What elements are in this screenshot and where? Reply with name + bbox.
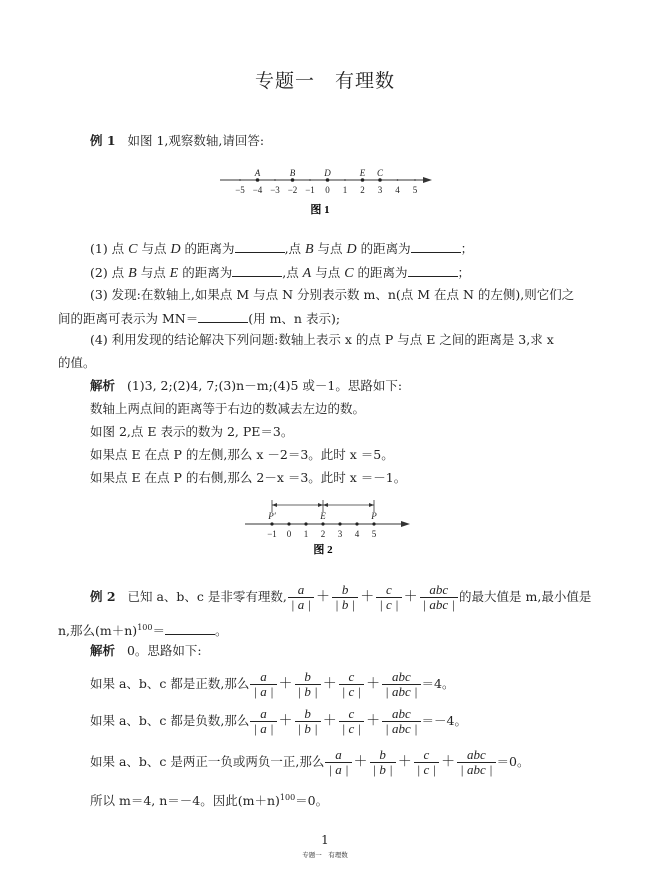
fraction [457, 748, 495, 777]
running-title: 专题一 有理数 [302, 851, 348, 859]
plus-sign: ＋ [366, 713, 381, 729]
fraction [295, 670, 321, 699]
fraction-sum [249, 669, 421, 699]
question-3-line-2 [58, 310, 340, 327]
answer-blank[interactable] [235, 240, 285, 253]
tick-label: −2 [287, 185, 298, 195]
numerator: a [297, 582, 305, 597]
point-E [361, 178, 365, 182]
numerator: c [348, 669, 355, 684]
example-label: 例 2 [90, 589, 116, 604]
exponent: 100 [279, 793, 296, 802]
arrowhead-icon [318, 503, 323, 507]
fraction-sum [287, 582, 459, 612]
fraction [339, 707, 364, 736]
numerator: b [341, 582, 349, 597]
example-2-line-1 [90, 583, 591, 612]
tick-label: −4 [252, 185, 263, 195]
solution-1-line-1 [90, 378, 402, 394]
tick-mark [344, 179, 346, 181]
solution-2-conclusion [90, 790, 328, 809]
numerator: abc [391, 669, 411, 684]
plus-sign: ＋ [403, 589, 418, 605]
q-text: 与点 [137, 241, 171, 256]
solution-text: 如果 a、b、c 都是正数,那么 [90, 676, 250, 691]
tick-label: 5 [371, 529, 377, 539]
point-label: E [359, 168, 366, 178]
denominator: | c | [376, 597, 401, 612]
q-text: 的距离为 [180, 241, 235, 256]
numerator: c [348, 706, 355, 721]
answer-blank[interactable] [408, 264, 458, 277]
tick-point [321, 522, 324, 525]
answer-blank[interactable] [232, 264, 282, 277]
tick-label: 1 [342, 185, 348, 195]
point-D [326, 178, 330, 182]
numerator: b [304, 706, 311, 721]
denominator: | c | [414, 762, 439, 777]
solution-1-line-2: 数轴上两点间的距离等于右边的数减去左边的数。 [90, 401, 366, 416]
example-label: 例 1 [90, 133, 116, 148]
tick-label: −5 [235, 185, 245, 195]
point-A [256, 178, 260, 182]
solution-text: ＝4。 [421, 676, 455, 691]
point-label: P′ [268, 511, 276, 521]
answer-blank[interactable] [198, 310, 248, 323]
tick-label: 1 [303, 529, 309, 539]
arrowhead-icon [369, 503, 374, 507]
fraction [414, 748, 439, 777]
denominator: | b | [295, 684, 321, 699]
q-var: D [346, 242, 357, 257]
tick-label: 2 [360, 185, 365, 195]
fraction [370, 748, 396, 777]
point-B [291, 178, 295, 182]
prompt-text: 如图 1,观察数轴,请回答: [127, 133, 265, 148]
denominator: | a | [250, 721, 276, 736]
tick-mark [397, 179, 399, 181]
numerator: c [386, 582, 392, 597]
denominator: | abc | [420, 597, 458, 612]
q-text: (2) 点 [90, 265, 129, 280]
figure-2-number-line [245, 495, 415, 560]
q-text: 的距离为 [353, 265, 408, 280]
q-text: 与点 [136, 265, 170, 280]
numerator: c [423, 747, 430, 762]
question-4-line-2: 的值。 [58, 355, 96, 370]
point-label: D [324, 168, 331, 178]
point-label: B [289, 168, 296, 178]
numerator: b [379, 747, 386, 762]
fraction [250, 707, 276, 736]
numerator: b [304, 669, 311, 684]
example-2-line-2 [58, 620, 228, 639]
q-text: 间的距离可表示为 MN＝ [58, 311, 199, 326]
question-4-line-1: (4) 利用发现的结论解决下列问题:数轴上表示 x 的点 P 与点 E 之间的距离是 3,求 x [90, 332, 554, 347]
example-1-prompt [90, 133, 264, 149]
numerator: a [260, 706, 267, 721]
page-title: 专题一 有理数 [254, 70, 395, 92]
tick-label: 0 [325, 185, 330, 195]
denominator: | a | [288, 597, 314, 612]
q-text: 。 [214, 623, 228, 639]
solution-2-case-3 [90, 748, 530, 777]
exponent: 100 [137, 623, 153, 632]
denominator: | a | [250, 684, 276, 699]
tick-point [355, 522, 358, 525]
q-text: ； [460, 241, 474, 256]
solution-2-case-1 [90, 670, 455, 699]
numerator: abc [391, 706, 411, 721]
page-number: 1 [321, 833, 329, 847]
q-var: A [302, 266, 312, 281]
axis-arrow-icon [401, 521, 410, 527]
tick-mark [274, 179, 276, 181]
tick-label: 5 [412, 185, 418, 195]
solution-1-line-5: 如果点 E 在点 P 的右侧,那么 2－x ＝3。此时 x ＝－1。 [90, 470, 407, 485]
q-text: 的距离为 [356, 241, 411, 256]
solution-2-case-2 [90, 707, 467, 736]
fraction-sum [249, 706, 421, 736]
tick-point [372, 522, 375, 525]
fraction [332, 583, 358, 612]
tick-point [270, 522, 273, 525]
denominator: | abc | [382, 684, 420, 699]
solution-1-line-4: 如果点 E 在点 P 的左侧,那么 x －2＝3。此时 x ＝5。 [90, 447, 394, 462]
solution-text: 如果 a、b、c 是两正一负或两负一正,那么 [90, 754, 325, 769]
q-text: (1) 点 [90, 241, 129, 256]
numerator: abc [466, 747, 486, 762]
solution-label: 解析 [90, 378, 116, 393]
solution-1-line-3: 如图 2,点 E 表示的数为 2, PE＝3。 [90, 424, 294, 439]
denominator: | b | [332, 597, 358, 612]
question-3-line-1: (3) 发现:在数轴上,如果点 M 与点 N 分别表示数 m、n(点 M 在点 N 的左侧),则它们之 [90, 287, 575, 302]
q-text: ＝ [152, 623, 165, 639]
point-label: P [371, 511, 377, 521]
plus-sign: ＋ [441, 754, 456, 770]
tick-point [338, 522, 341, 525]
figure-1-number-line [220, 165, 435, 220]
q-text: 的距离为 [178, 265, 233, 280]
answer-blank[interactable] [165, 622, 215, 635]
tick-label: 3 [377, 185, 383, 195]
denominator: | c | [339, 684, 364, 699]
q-text: 与点 [311, 265, 345, 280]
denominator: | abc | [382, 721, 420, 736]
solution-text: 所以 m＝4, n＝－4。因此(m＋n) [90, 793, 280, 809]
q-var: B [128, 266, 137, 281]
q-text: n,那么(m＋n) [58, 623, 138, 639]
plus-sign: ＋ [366, 676, 381, 692]
q-var: D [170, 242, 181, 257]
fraction [250, 670, 276, 699]
plus-sign: ＋ [278, 676, 293, 692]
numerator: a [260, 669, 267, 684]
tick-label: 4 [354, 529, 360, 539]
q-text: (用 m、n 表示); [248, 311, 341, 326]
denominator: | abc | [457, 762, 495, 777]
fraction [339, 670, 364, 699]
plus-sign: ＋ [322, 676, 337, 692]
q-text: 与点 [313, 241, 347, 256]
tick-label: 3 [337, 529, 343, 539]
axis-arrow-icon [423, 177, 432, 183]
numerator: a [335, 747, 342, 762]
figure-1-caption: 图 1 [310, 204, 330, 216]
fraction [376, 583, 401, 612]
fraction-sum [324, 747, 496, 777]
answer-blank[interactable] [411, 240, 461, 253]
denominator: | c | [339, 721, 364, 736]
tick-label: 0 [286, 529, 292, 539]
solution-text: ＝0。 [496, 754, 530, 769]
q-text: ,点 [282, 265, 303, 280]
q-text: 已知 a、b、c 是非零有理数, [127, 589, 287, 604]
point-C [378, 178, 382, 182]
fraction [420, 583, 458, 612]
plus-sign: ＋ [353, 754, 368, 770]
tick-label: 4 [395, 185, 400, 195]
tick-label: −1 [267, 529, 277, 539]
fraction [295, 707, 321, 736]
point-label: A [254, 168, 261, 178]
solution-text: 如果 a、b、c 都是负数,那么 [90, 713, 250, 728]
fraction [325, 748, 351, 777]
q-text: 的最大值是 m,最小值是 [459, 589, 592, 604]
q-var: B [305, 242, 314, 257]
tick-label: 2 [320, 529, 326, 539]
denominator: | b | [370, 762, 396, 777]
point-label: C [376, 168, 384, 178]
tick-mark [239, 179, 241, 181]
question-2 [90, 264, 470, 282]
plus-sign: ＋ [322, 713, 337, 729]
plus-sign: ＋ [278, 713, 293, 729]
figure-2-caption: 图 2 [313, 544, 333, 556]
denominator: | a | [325, 762, 351, 777]
plus-sign: ＋ [360, 589, 375, 605]
tick-mark [309, 179, 311, 181]
fraction [382, 670, 420, 699]
solution-label: 解析 [90, 643, 116, 658]
denominator: | b | [295, 721, 321, 736]
q-var: C [128, 242, 138, 257]
numerator: abc [429, 582, 449, 597]
tick-label: −3 [270, 185, 280, 195]
fraction [382, 707, 420, 736]
solution-text: ＝－4。 [421, 713, 467, 728]
solution-text: 0。思路如下: [126, 643, 202, 658]
solution-text: ＝0。 [295, 793, 329, 809]
tick-point [304, 522, 307, 525]
solution-text: (1)3, 2;(2)4, 7;(3)n－m;(4)5 或－1。思路如下: [126, 378, 403, 393]
point-label: E [320, 511, 326, 521]
solution-2-line-1 [90, 643, 202, 659]
plus-sign: ＋ [316, 589, 331, 605]
q-var: C [344, 266, 354, 281]
q-var: E [169, 266, 179, 281]
q-text: ,点 [284, 241, 306, 256]
tick-label: −1 [305, 185, 315, 195]
fraction [288, 583, 314, 612]
question-1 [90, 240, 473, 258]
arrowhead-icon [323, 503, 328, 507]
plus-sign: ＋ [397, 754, 412, 770]
tick-point [287, 522, 290, 525]
tick-mark [414, 179, 416, 181]
q-text: ； [457, 265, 471, 280]
arrowhead-icon [272, 503, 277, 507]
